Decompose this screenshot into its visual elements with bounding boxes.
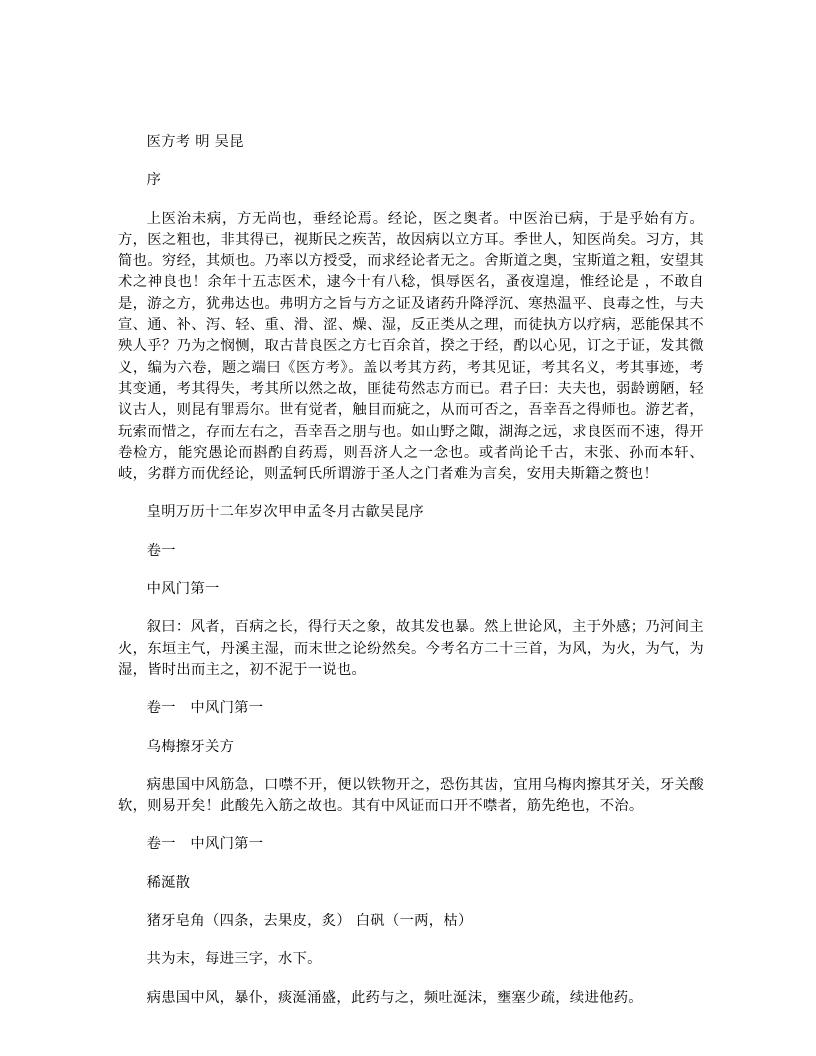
entry-breadcrumb: 卷一 中风门第一 <box>146 700 264 717</box>
preface-signature: 皇明万历十二年岁次甲申孟冬月古歙吴昆序 <box>146 504 424 521</box>
entry-name: 稀涎散 <box>146 874 191 891</box>
entry-preparation: 共为末，每进三字，水下。 <box>146 951 322 968</box>
preface-heading: 序 <box>146 172 162 189</box>
section-intro: 叙曰：风者，百病之长，得行天之象，故其发也暴。然上世论风，主于外感；乃河间主火，东垣主气，丹溪主湿，而末世之论纷然矣。今考名方二十三首，为风，为火，为气，为湿，皆时出而主之，初不泥于一说也。 <box>118 619 704 678</box>
entry-ingredients: 猪牙皂角（四条，去果皮，炙） 白矾（一两，枯） <box>146 913 473 930</box>
document-title: 医方考 明 吴昆 <box>146 134 244 150</box>
entry-breadcrumb: 卷一 中风门第一 <box>146 836 264 853</box>
volume-heading: 卷一 <box>146 542 176 559</box>
section-heading: 中风门第一 <box>146 581 220 598</box>
document-page <box>118 132 704 1026</box>
entry-text: 病患国中风，暴仆，痰涎涌盛，此药与之，频吐涎沫，壅塞少疏，续进他药。 <box>146 989 643 1006</box>
entry-text: 病患国中风筋急，口噤不开，便以铁物开之，恐伤其齿，宜用乌梅肉擦其牙关，牙关酸软，则易开矣！此酸先入筋之故也。其有中风证而口开不噤者，筋先绝也，不治。 <box>118 776 704 815</box>
preface-body: 上医治未病，方无尚也，垂经论焉。经论，医之奥者。中医治已病，于是乎始有方。方，医之粗也，非其得已，视斯民之疾苦，故因病以立方耳。季世人，知医尚矣。习方，其简也。穷经，其烦也。乃率以方授受，而求经论者无之。舍斯道之奥，宝斯道之粗，安望其术之神良也！余年十五志医术，逮今十有八稔，惧辱医名，蚤夜遑遑，惟经论是 ，不敢自是，游之方，犹弗达也。弗明方之旨与方之证及诸药升降浮沉、寒热温平、良毒之性，与夫宣、通、补、泻、轻、重、滑、涩、燥、湿，反正类从之理，而徒执方以疗病，恶能保其不殃人乎？乃为之悯恻，取古昔良医之方七百余首，揆之于经，酌以心见，订之于证，发其微义，编为六卷，题之端曰《医方考》。盖以考其方药，考其见证，考其名义，考其事迹，考其变通，考其得失，考其所以然之故，匪徒苟然志方而已。君子曰：夫夫也，弱龄谫陋，轻议古人，则昆有罪焉尔。世有觉者，触目而疵之，从而可否之，吾幸吾之得师也。游艺者，玩索而惜之，存而左右之，吾幸吾之朋与也。如山野之陬，湖海之远，求良医而不速，得开卷检方，能究愚论而斟酌自药焉，则吾济人之一念也。或者尚论千古，末张、孙而本轩、岐，劣群方而优经论，则孟轲氏所谓游于圣人之门者难为言矣，安用夫斯籍之赘也！ <box>118 210 704 483</box>
entry-name: 乌梅擦牙关方 <box>146 738 235 755</box>
